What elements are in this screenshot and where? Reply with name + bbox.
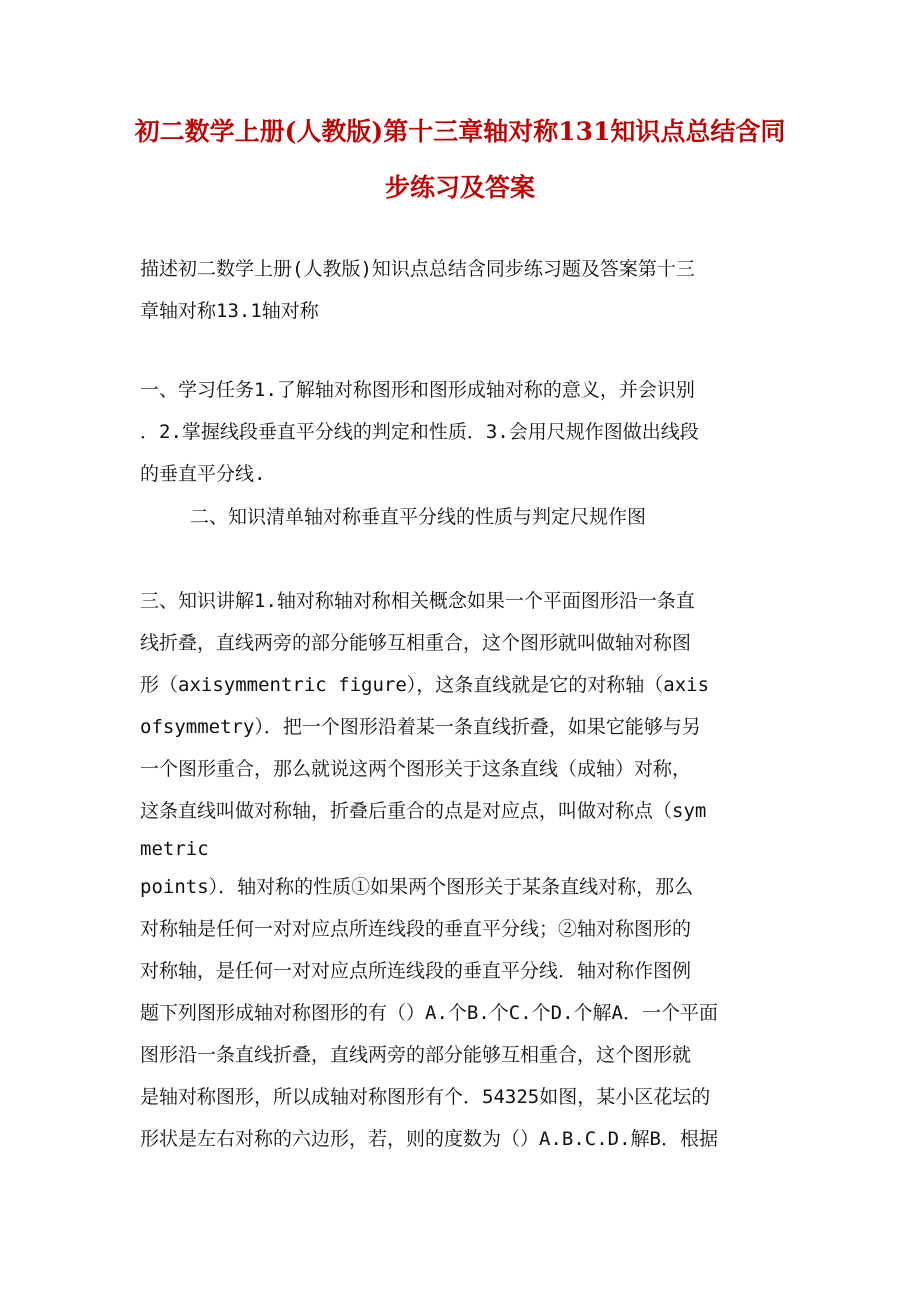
title-line: 步练习及答案 — [384, 173, 535, 202]
text-line: 章轴对称13.1轴对称 — [140, 300, 319, 322]
text-line: 线折叠，直线两旁的部分能够互相重合，这个图形就叫做轴对称图 — [140, 632, 692, 654]
text-line: 一、学习任务1.了解轴对称图形和图形成轴对称的意义，并会识别 — [140, 379, 695, 401]
text-line: 这条直线叫做对称轴，折叠后重合的点是对应点，叫做对称点（sym — [140, 800, 707, 822]
description-paragraph — [140, 248, 780, 332]
text-line: 是轴对称图形，所以成轴对称图形有个．54325如图，某小区花坛的 — [140, 1086, 711, 1108]
text-line: ofsymmetry）．把一个图形沿着某一条直线折叠，如果它能够与另 — [140, 716, 701, 738]
text-line: points）．轴对称的性质①如果两个图形关于某条直线对称，那么 — [140, 876, 694, 898]
text-line: metric — [140, 838, 209, 860]
text-line: 一个图形重合，那么就说这两个图形关于这条直线（成轴）对称， — [140, 758, 692, 780]
title-line: 初二数学上册(人教版)第十三章轴对称131知识点总结含同 — [134, 117, 786, 146]
text-line: 形（axisymmentric figure），这条直线就是它的对称轴（axis — [140, 674, 710, 696]
text-line: 三、知识讲解1.轴对称轴对称相关概念如果一个平面图形沿一条直 — [140, 590, 695, 612]
text-line: 对称轴，是任何一对对应点所连线段的垂直平分线．轴对称作图例 — [140, 960, 692, 982]
text-line: 描述初二数学上册(人教版)知识点总结含同步练习题及答案第十三 — [140, 258, 695, 280]
text-line: 对称轴是任何一对对应点所连线段的垂直平分线；②轴对称图形的 — [140, 918, 692, 940]
text-line: 形状是左右对称的六边形，若，则的度数为（）A.B.C.D.解B．根据 — [140, 1128, 718, 1150]
text-line: 图形沿一条直线折叠，直线两旁的部分能够互相重合，这个图形就 — [140, 1044, 692, 1066]
knowledge-list-paragraph — [140, 496, 780, 538]
learning-tasks-paragraph — [140, 369, 780, 495]
text-line: 的垂直平分线. — [140, 463, 266, 485]
knowledge-explanation-paragraph — [140, 580, 780, 1160]
document-title — [130, 104, 790, 216]
text-line: ．2.掌握线段垂直平分线的判定和性质．3.会用尺规作图做出线段 — [140, 421, 699, 443]
text-line: 题下列图形成轴对称图形的有（）A.个B.个C.个D.个解A．一个平面 — [140, 1002, 718, 1024]
text-line: 二、知识清单轴对称垂直平分线的性质与判定尺规作图 — [190, 506, 647, 528]
